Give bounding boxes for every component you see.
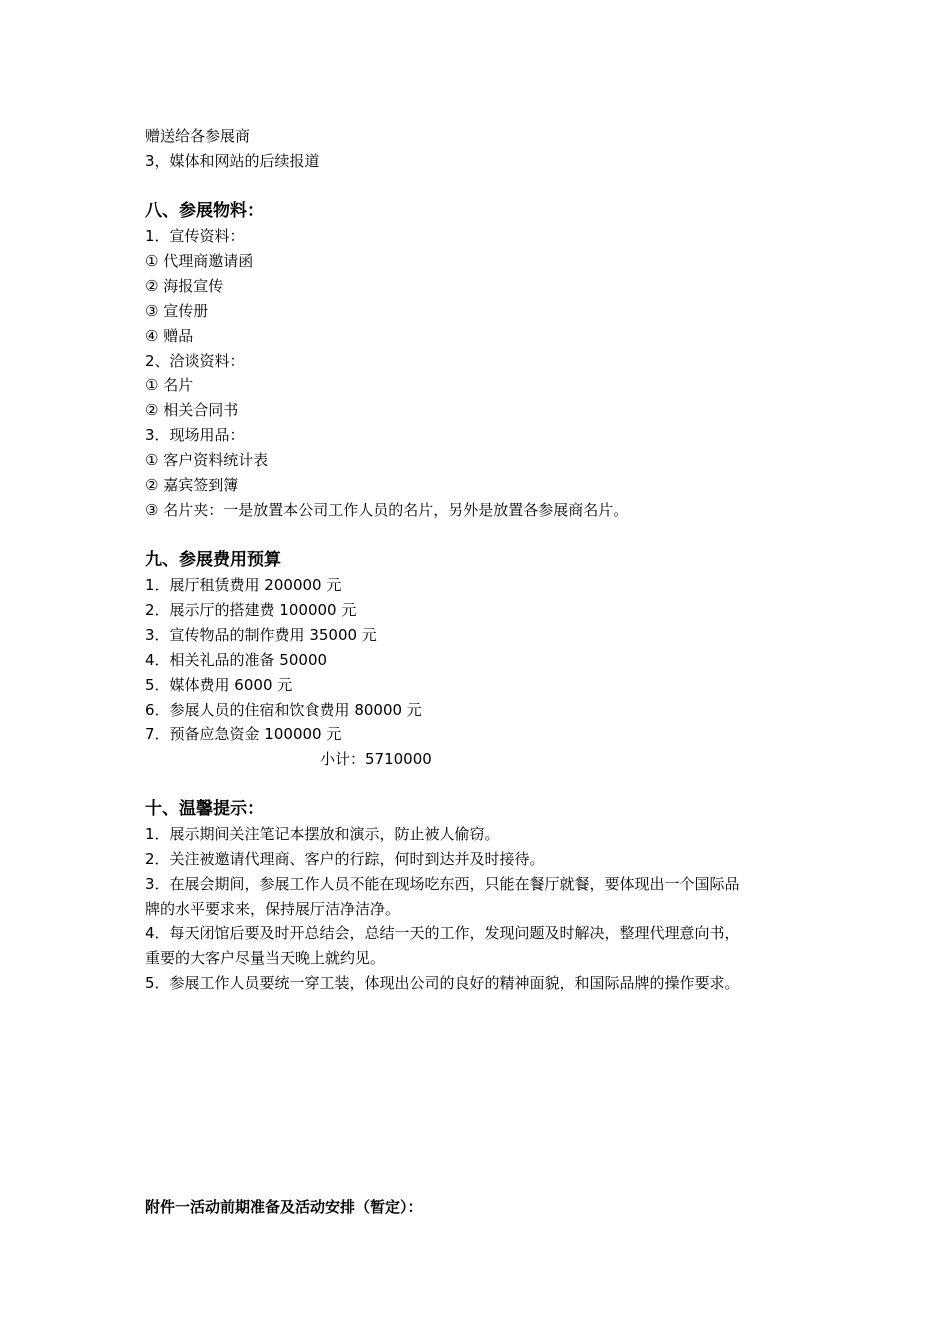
text-line: 3，媒体和网站的后续报道 bbox=[145, 152, 320, 170]
list-item: 1．宣传资料： bbox=[145, 227, 245, 245]
list-item: ② 相关合同书 bbox=[145, 401, 239, 419]
section-heading-tips: 十、温馨提示： bbox=[145, 799, 264, 819]
list-item: ③ 名片夹：一是放置本公司工作人员的名片，另外是放置各参展商名片。 bbox=[145, 501, 629, 519]
tip-line: 牌的水平要求来，保持展厅洁净洁净。 bbox=[145, 900, 401, 918]
budget-item: 1．展厅租赁费用 200000 元 bbox=[145, 576, 342, 594]
section-heading-budget: 九、参展费用预算 bbox=[145, 550, 281, 570]
list-item: ① 代理商邀请函 bbox=[145, 252, 254, 270]
budget-item: 4．相关礼品的准备 50000 bbox=[145, 651, 328, 669]
tip-line: 4．每天闭馆后要及时开总结会，总结一天的工作，发现问题及时解决，整理代理意向书， bbox=[145, 924, 740, 942]
tip-line: 1．展示期间关注笔记本摆放和演示，防止被人偷窃。 bbox=[145, 825, 500, 843]
text-line: 赠送给各参展商 bbox=[145, 127, 251, 145]
list-item: ① 客户资料统计表 bbox=[145, 451, 269, 469]
tip-line: 5．参展工作人员要统一穿工装，体现出公司的良好的精神面貌，和国际品牌的操作要求。 bbox=[145, 974, 740, 992]
list-item: 3．现场用品： bbox=[145, 426, 245, 444]
budget-item: 5．媒体费用 6000 元 bbox=[145, 676, 293, 694]
budget-subtotal: 小计：5710000 bbox=[320, 750, 432, 768]
tip-line: 2．关注被邀请代理商、客户的行踪，何时到达并及时接待。 bbox=[145, 850, 545, 868]
section-heading-materials: 八、参展物料： bbox=[145, 201, 264, 221]
budget-item: 6．参展人员的住宿和饮食费用 80000 元 bbox=[145, 701, 422, 719]
list-item: ② 海报宣传 bbox=[145, 277, 224, 295]
list-item: ④ 赠品 bbox=[145, 327, 194, 345]
tip-line: 3．在展会期间，参展工作人员不能在现场吃东西，只能在餐厅就餐，要体现出一个国际品 bbox=[145, 875, 740, 893]
list-item: ③ 宣传册 bbox=[145, 302, 209, 320]
budget-item: 2．展示厅的搭建费 100000 元 bbox=[145, 601, 357, 619]
budget-item: 7．预备应急资金 100000 元 bbox=[145, 725, 342, 743]
list-item: ① 名片 bbox=[145, 376, 194, 394]
budget-item: 3．宣传物品的制作费用 35000 元 bbox=[145, 626, 377, 644]
list-item: 2、洽谈资料： bbox=[145, 352, 245, 370]
appendix-title: 附件一活动前期准备及活动安排（暂定）： bbox=[145, 1198, 423, 1216]
list-item: ② 嘉宾签到簿 bbox=[145, 476, 239, 494]
tip-line: 重要的大客户尽量当天晚上就约见。 bbox=[145, 949, 386, 967]
